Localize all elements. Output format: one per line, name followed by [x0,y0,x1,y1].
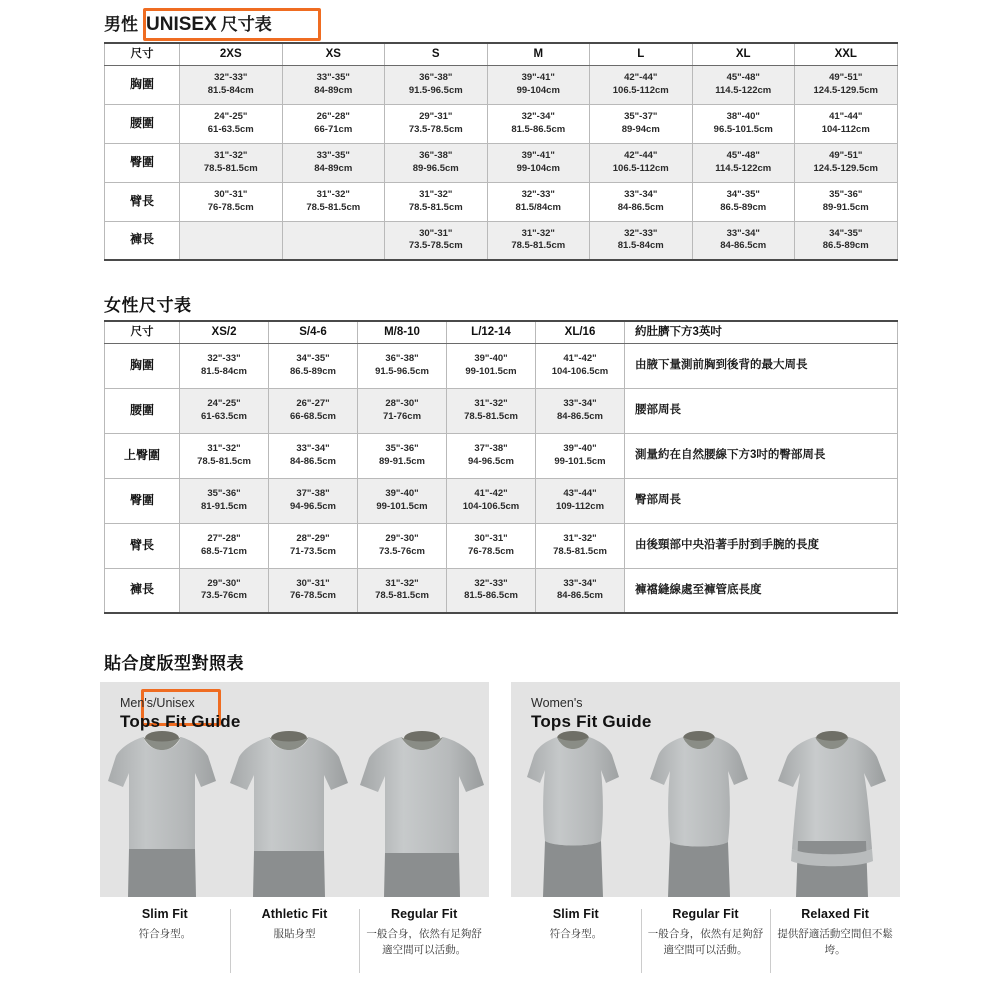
womens-cell [358,523,447,568]
cell-cm: 71-73.5cm [290,545,336,557]
mens-cell [692,65,795,104]
cell-inches: 39"-41" [521,71,555,83]
mens-fit-desc-2: 一般合身，依然有足夠舒適空間可以活動。 [366,928,482,957]
cell-cm: 76-78.5cm [290,590,336,602]
womens-fit-desc-1: 一般合身，依然有足夠舒適空間可以活動。 [647,928,764,957]
cell-inches: 38"-40" [726,110,760,122]
mens-cell [487,221,590,260]
mens-cell [180,221,283,260]
mens-cell [487,182,590,221]
womens-cell [358,568,447,613]
womens-cell [180,568,269,613]
cell-inches: 34"-35" [829,227,863,239]
cell-cm: 73.5-78.5cm [408,123,463,135]
womens-fit-name-2: Relaxed Fit [801,907,870,921]
cell-inches: 31"-32" [474,397,508,409]
cell-inches: 39"-40" [563,442,597,454]
female-figure-regular-fit [645,729,753,897]
mens-title-highlight: UNISEX [146,14,217,35]
cell-cm: 91.5-96.5cm [375,365,429,377]
cell-inches: 26"-27" [296,397,330,409]
womens-table-row [105,433,898,478]
mens-cell [692,221,795,260]
cell-inches: 49"-51" [829,149,863,161]
cell-cm: 73.5-78.5cm [408,240,463,252]
mens-table-row [105,182,898,221]
womens-cell [180,523,269,568]
womens-col-head-1: XS/2 [180,321,269,343]
womens-fit-eyebrow: Women's [531,696,583,710]
cell-cm: 84-89cm [314,162,353,174]
womens-cell [536,478,625,523]
mens-col-head-2: XS [282,43,385,65]
womens-cell [180,343,269,388]
mens-cell [180,182,283,221]
cell-cm: 86.5-89cm [822,240,869,252]
mens-cell [692,104,795,143]
womens-cell [358,343,447,388]
cell-cm: 81.5-86.5cm [511,123,566,135]
womens-desc-col-head: 約肚臍下方3英吋 [625,321,898,343]
cell-cm: 81.5-86.5cm [464,590,518,602]
mens-fit-item-athletic [230,907,360,987]
womens-table-header-row [105,321,898,343]
cell-inches: 39"-41" [521,149,555,161]
mens-fit-panel [100,682,489,987]
mens-cell [282,221,385,260]
mens-row-label: 胸圍 [105,65,180,104]
cell-inches: 30"-31" [474,532,508,544]
cell-inches: 33"-34" [563,577,597,589]
mens-cell [180,65,283,104]
cell-cm: 61-63.5cm [201,410,247,422]
cell-inches: 43"-44" [563,487,597,499]
mens-cell [180,143,283,182]
cell-cm: 89-96.5cm [412,162,459,174]
cell-inches: 24"-25" [207,397,241,409]
mens-cell [795,221,898,260]
cell-cm: 84-86.5cm [720,240,767,252]
cell-inches: 36"-38" [419,71,453,83]
womens-row-label: 上臀圍 [105,433,180,478]
cell-cm: 104-106.5cm [462,500,520,512]
mens-cell [282,143,385,182]
cell-cm: 81.5/84cm [515,201,561,213]
cell-inches: 29"-30" [385,532,419,544]
womens-row-label: 腰圍 [105,388,180,433]
cell-cm: 66-71cm [314,123,353,135]
cell-cm: 104-106.5cm [551,365,609,377]
womens-fit-hero [511,682,900,897]
cell-cm: 73.5-76cm [379,545,425,557]
cell-inches: 32"-33" [521,188,555,200]
womens-table-row [105,343,898,388]
mens-cell [590,182,693,221]
mens-cell [282,182,385,221]
cell-inches: 49"-51" [829,71,863,83]
womens-size-table [104,320,898,614]
cell-cm: 109-112cm [555,500,605,512]
male-figure-slim-fit [103,729,221,897]
womens-measure-description: 由腋下量測前胸到後背的最大周長 [625,343,898,388]
mens-cell [385,104,488,143]
womens-cell [358,388,447,433]
cell-inches: 32"-34" [521,110,555,122]
mens-cell [590,65,693,104]
womens-cell [269,388,358,433]
cell-cm: 104-112cm [821,123,870,135]
cell-inches: 32"-33" [474,577,508,589]
mens-fit-item-regular [359,907,489,987]
womens-cell [536,343,625,388]
cell-cm: 76-78.5cm [207,201,254,213]
cell-inches: 27"-28" [207,532,241,544]
womens-cell [269,343,358,388]
mens-figure-row [100,728,489,897]
cell-cm: 91.5-96.5cm [408,84,463,96]
womens-cell [447,388,536,433]
womens-fit-item-relaxed [770,907,900,987]
cell-cm: 78.5-81.5cm [375,590,429,602]
cell-inches: 28"-29" [296,532,330,544]
womens-cell [447,478,536,523]
mens-cell [487,104,590,143]
womens-fit-item-regular [641,907,771,987]
cell-cm: 114.5-122cm [715,162,772,174]
cell-inches: 39"-40" [474,352,508,364]
womens-fit-item-slim [511,907,641,987]
mens-row-label: 褲長 [105,221,180,260]
womens-cell [269,523,358,568]
cell-cm: 96.5-101.5cm [713,123,773,135]
mens-cell [795,65,898,104]
mens-cell [180,104,283,143]
cell-cm: 78.5-81.5cm [408,201,463,213]
cell-cm: 61-63.5cm [207,123,254,135]
mens-table-body [105,65,898,260]
cell-cm: 84-86.5cm [617,201,664,213]
mens-cell [282,104,385,143]
cell-inches: 32"-33" [624,227,658,239]
cell-inches: 33"-34" [726,227,760,239]
cell-inches: 30"-31" [296,577,330,589]
womens-cell [447,523,536,568]
cell-cm: 78.5-81.5cm [306,201,361,213]
womens-row-label: 臀圍 [105,478,180,523]
mens-cell [795,104,898,143]
womens-cell [269,568,358,613]
cell-cm: 94-96.5cm [290,500,336,512]
cell-cm: 81-91.5cm [201,500,247,512]
womens-fit-label-row [511,897,900,987]
cell-inches: 28"-30" [385,397,419,409]
cell-inches: 39"-40" [385,487,419,499]
cell-inches: 35"-36" [207,487,241,499]
cell-inches: 42"-44" [624,149,658,161]
mens-col-head-3: S [385,43,488,65]
cell-inches: 34"-35" [726,188,760,200]
cell-cm: 78.5-81.5cm [464,410,518,422]
womens-measure-description: 臀部周長 [625,478,898,523]
cell-inches: 29"-30" [207,577,241,589]
cell-inches: 31"-32" [385,577,419,589]
cell-inches: 29"-31" [419,110,453,122]
fit-guide-title: 貼合度版型對照表 [104,654,244,673]
womens-cell [180,478,269,523]
mens-size-chart-title [104,10,272,36]
cell-cm: 78.5-81.5cm [203,162,258,174]
cell-inches: 36"-38" [385,352,419,364]
womens-cell [536,388,625,433]
mens-title-suffix: 尺寸表 [220,15,272,34]
cell-inches: 30"-31" [214,188,248,200]
cell-inches: 42"-44" [624,71,658,83]
cell-inches: 31"-32" [419,188,453,200]
womens-table-row [105,478,898,523]
cell-cm: 81.5-84cm [617,240,664,252]
womens-measure-description: 測量約在自然腰線下方3吋的臀部周長 [625,433,898,478]
mens-fit-name-0: Slim Fit [141,907,188,921]
cell-inches: 31"-32" [316,188,350,200]
mens-col-head-5: L [590,43,693,65]
cell-inches: 36"-38" [419,149,453,161]
mens-col-head-1: 2XS [180,43,283,65]
womens-col-head-5: XL/16 [536,321,625,343]
cell-cm: 99-101.5cm [554,455,606,467]
mens-title-prefix: 男性 [104,15,138,34]
mens-cell [590,143,693,182]
cell-inches: 35"-37" [624,110,658,122]
cell-inches: 41"-42" [563,352,597,364]
cell-cm: 84-86.5cm [557,410,603,422]
cell-cm: 78.5-81.5cm [553,545,607,557]
mens-table-row [105,143,898,182]
cell-cm: 81.5-84cm [201,365,247,377]
womens-cell [536,523,625,568]
cell-cm: 89-94cm [621,123,660,135]
mens-row-label: 臂長 [105,182,180,221]
mens-cell [590,221,693,260]
womens-measure-description: 由後頸部中央沿著手肘到手腕的長度 [625,523,898,568]
cell-inches: 32"-33" [207,352,241,364]
cell-cm: 99-104cm [516,84,560,96]
cell-inches: 33"-34" [296,442,330,454]
cell-cm: 68.5-71cm [201,545,247,557]
male-figure-regular-fit [358,729,486,897]
mens-size-table [104,42,898,261]
womens-fit-desc-2: 提供舒適活動空間但不鬆垮。 [777,928,893,957]
cell-cm: 86.5-89cm [290,365,336,377]
mens-cell [487,65,590,104]
mens-fit-item-slim [100,907,230,987]
cell-cm: 89-91.5cm [822,201,869,213]
cell-inches: 26"-28" [316,110,350,122]
cell-cm: 89-91.5cm [379,455,425,467]
womens-table-body [105,343,898,613]
womens-cell [447,433,536,478]
mens-fit-eyebrow: Men's/Unisex [120,696,195,710]
womens-size-chart-title: 女性尺寸表 [104,296,192,315]
mens-row-label: 腰圍 [105,104,180,143]
mens-cell [487,143,590,182]
womens-cell [536,568,625,613]
mens-fit-name-1: Athletic Fit [261,907,328,921]
mens-row-label: 臀圍 [105,143,180,182]
cell-inches: 31"-32" [214,149,248,161]
womens-cell [447,568,536,613]
mens-cell [385,143,488,182]
womens-row-label: 臂長 [105,523,180,568]
cell-cm: 106.5-112cm [612,84,669,96]
cell-inches: 33"-35" [316,71,350,83]
womens-fit-hero-heading [531,696,652,732]
fit-guide-container [100,682,900,987]
mens-col-head-4: M [487,43,590,65]
cell-inches: 37"-38" [296,487,330,499]
cell-inches: 41"-42" [474,487,508,499]
cell-cm: 84-86.5cm [557,590,603,602]
womens-fit-name-0: Slim Fit [552,907,599,921]
womens-fit-headline: Tops Fit Guide [531,711,652,731]
womens-fit-panel [511,682,900,987]
cell-cm: 78.5-81.5cm [511,240,566,252]
cell-inches: 33"-35" [316,149,350,161]
cell-cm: 99-104cm [516,162,560,174]
cell-cm: 99-101.5cm [376,500,428,512]
mens-table-row [105,104,898,143]
cell-inches: 41"-44" [829,110,863,122]
womens-measure-description: 腰部周長 [625,388,898,433]
womens-cell [180,388,269,433]
cell-inches: 45"-48" [726,71,760,83]
mens-cell [385,65,488,104]
womens-col-head-0: 尺寸 [105,321,180,343]
womens-cell [447,343,536,388]
cell-cm: 76-78.5cm [468,545,514,557]
womens-measure-description: 褲襠縫線處至褲管底長度 [625,568,898,613]
mens-table-header-row [105,43,898,65]
womens-fit-name-1: Regular Fit [672,907,739,921]
womens-table-row [105,388,898,433]
mens-cell [795,182,898,221]
womens-cell [269,478,358,523]
womens-figure-row [511,728,900,897]
cell-cm: 124.5-129.5cm [813,84,878,96]
cell-inches: 33"-34" [624,188,658,200]
female-figure-slim-fit [521,729,625,897]
mens-col-head-7: XXL [795,43,898,65]
cell-inches: 35"-36" [385,442,419,454]
mens-cell [795,143,898,182]
mens-fit-hero-heading [120,696,241,732]
cell-inches: 32"-33" [214,71,248,83]
mens-fit-desc-1: 服貼身型 [273,928,316,940]
female-figure-relaxed-fit [774,729,890,897]
cell-inches: 31"-32" [563,532,597,544]
mens-col-head-0: 尺寸 [105,43,180,65]
mens-table-row [105,65,898,104]
mens-col-head-6: XL [692,43,795,65]
mens-cell [385,221,488,260]
womens-cell [358,478,447,523]
mens-fit-hero [100,682,489,897]
mens-cell [385,182,488,221]
cell-inches: 24"-25" [214,110,248,122]
womens-col-head-4: L/12-14 [447,321,536,343]
cell-cm: 86.5-89cm [720,201,767,213]
mens-cell [692,182,795,221]
womens-table-row [105,568,898,613]
cell-inches: 37"-38" [474,442,508,454]
cell-cm: 99-101.5cm [465,365,517,377]
cell-cm: 78.5-81.5cm [197,455,251,467]
cell-inches: 35"-36" [829,188,863,200]
cell-cm: 114.5-122cm [715,84,772,96]
cell-inches: 30"-31" [419,227,453,239]
male-figure-athletic-fit [227,729,351,897]
cell-cm: 71-76cm [382,410,422,422]
cell-cm: 94-96.5cm [468,455,514,467]
cell-inches: 33"-34" [563,397,597,409]
mens-table-row [105,221,898,260]
mens-cell [282,65,385,104]
womens-cell [180,433,269,478]
mens-fit-label-row [100,897,489,987]
cell-inches: 31"-32" [521,227,555,239]
mens-cell [590,104,693,143]
cell-inches: 45"-48" [726,149,760,161]
mens-fit-desc-0: 符合身型。 [138,928,192,940]
cell-cm: 81.5-84cm [207,84,254,96]
cell-inches: 34"-35" [296,352,330,364]
womens-cell [269,433,358,478]
womens-fit-desc-0: 符合身型。 [549,928,603,940]
mens-fit-name-2: Regular Fit [390,907,458,921]
mens-cell [692,143,795,182]
cell-cm: 73.5-76cm [201,590,247,602]
womens-table-row [105,523,898,568]
cell-inches: 31"-32" [207,442,241,454]
womens-row-label: 胸圍 [105,343,180,388]
cell-cm: 124.5-129.5cm [813,162,878,174]
womens-cell [358,433,447,478]
mens-fit-headline: Tops Fit Guide [120,711,241,731]
womens-col-head-3: M/8-10 [358,321,447,343]
womens-col-head-2: S/4-6 [269,321,358,343]
cell-cm: 66-68.5cm [290,410,336,422]
womens-cell [536,433,625,478]
womens-row-label: 褲長 [105,568,180,613]
cell-cm: 106.5-112cm [612,162,669,174]
cell-cm: 84-86.5cm [290,455,336,467]
cell-cm: 84-89cm [314,84,353,96]
